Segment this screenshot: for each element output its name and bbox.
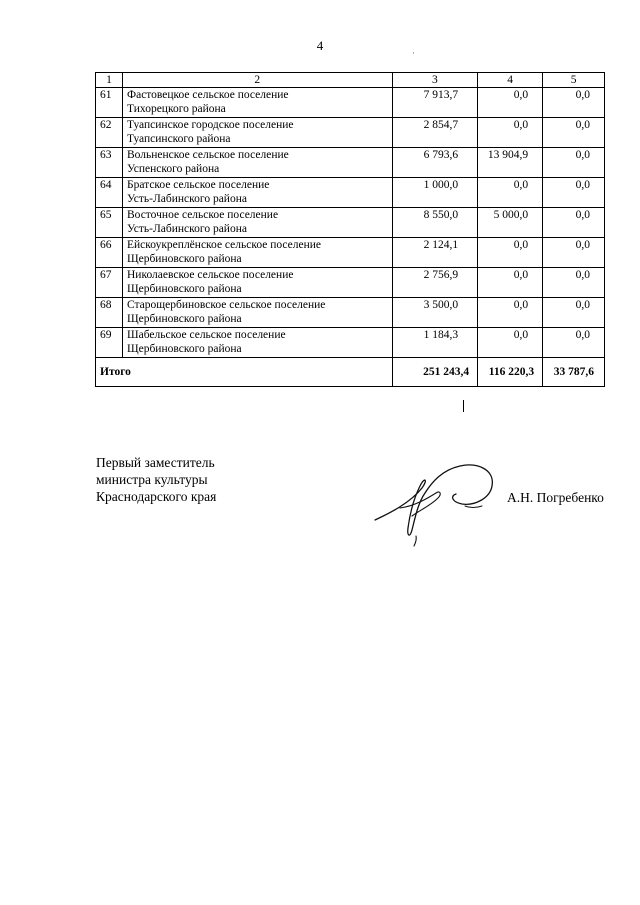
amount-col3: 6 793,6 [392,148,478,178]
signatory-title-line2: министра культуры [96,472,208,487]
settlement-district-line2: Усть-Лабинского района [127,223,247,235]
row-number: 68 [96,298,123,328]
settlement-name [123,88,393,118]
settlement-name [123,118,393,148]
amount-col5: 0,0 [543,298,605,328]
total-col4: 116 220,3 [478,358,543,387]
table-total-row [96,358,605,387]
amount-col5: 0,0 [543,118,605,148]
header-cell-4: 4 [478,73,543,88]
settlement-name-line1: Шабельское сельское поселение [127,329,286,341]
settlement-name [123,328,393,358]
total-label: Итого [96,358,393,387]
header-cell-1: 1 [96,73,123,88]
table-row [96,298,605,328]
amount-col5: 0,0 [543,208,605,238]
amount-col5: 0,0 [543,268,605,298]
settlement-district-line2: Щербиновского района [127,253,242,265]
amount-col3: 2 854,7 [392,118,478,148]
settlement-district-line2: Щербиновского района [127,313,242,325]
signatory-name: А.Н. Погребенко [507,490,604,505]
amount-col5: 0,0 [543,238,605,268]
row-number: 61 [96,88,123,118]
amount-col4: 0,0 [478,328,543,358]
amount-col4: 0,0 [478,268,543,298]
amount-col4: 13 904,9 [478,148,543,178]
settlement-name [123,238,393,268]
settlement-name [123,148,393,178]
settlement-name-line1: Николаевское сельское поселение [127,269,294,281]
amount-col3: 7 913,7 [392,88,478,118]
total-col5: 33 787,6 [543,358,605,387]
signatory-title-line1: Первый заместитель [96,455,215,470]
amount-col5: 0,0 [543,88,605,118]
settlement-name [123,208,393,238]
amount-col4: 0,0 [478,238,543,268]
settlement-district-line2: Туапсинского района [127,133,231,145]
amount-col3: 1 184,3 [392,328,478,358]
row-number: 67 [96,268,123,298]
settlement-district-line2: Щербиновского района [127,343,242,355]
handwritten-signature [370,458,505,548]
amount-col3: 3 500,0 [392,298,478,328]
header-cell-2: 2 [123,73,393,88]
settlement-name [123,298,393,328]
table-row [96,238,605,268]
row-number: 63 [96,148,123,178]
signatory-title-line3: Краснодарского края [96,489,217,504]
settlement-district-line2: Тихорецкого района [127,103,226,115]
total-col3: 251 243,4 [392,358,478,387]
settlement-name [123,178,393,208]
signatory-title [96,454,216,505]
amount-col4: 0,0 [478,88,543,118]
row-number: 66 [96,238,123,268]
table-row [96,208,605,238]
table-row [96,148,605,178]
header-cell-5: 5 [543,73,605,88]
settlement-district-line2: Щербиновского района [127,283,242,295]
settlement-name-line1: Ейскоукреплёнское сельское поселение [127,239,322,251]
appropriations-table [95,72,605,387]
settlement-district-line2: Усть-Лабинского района [127,193,247,205]
table-row [96,118,605,148]
table-row [96,88,605,118]
amount-col3: 2 756,9 [392,268,478,298]
page-mark: · [412,48,415,58]
table-header-row [96,73,605,88]
table-row [96,328,605,358]
amount-col3: 1 000,0 [392,178,478,208]
settlement-name-line1: Братское сельское поселение [127,179,270,191]
settlement-name-line1: Туапсинское городское поселение [127,119,294,131]
amount-col4: 5 000,0 [478,208,543,238]
settlement-name-line1: Старощербиновское сельское поселение [127,299,326,311]
row-number: 62 [96,118,123,148]
amount-col4: 0,0 [478,178,543,208]
row-number: 64 [96,178,123,208]
margin-tick-mark [463,400,464,412]
row-number: 69 [96,328,123,358]
header-cell-3: 3 [392,73,478,88]
amount-col4: 0,0 [478,118,543,148]
settlement-name [123,268,393,298]
settlement-name-line1: Восточное сельское поселение [127,209,279,221]
page-number: 4 [316,38,324,53]
amount-col4: 0,0 [478,298,543,328]
amount-col5: 0,0 [543,328,605,358]
settlement-name-line1: Вольненское сельское поселение [127,149,289,161]
amount-col5: 0,0 [543,178,605,208]
table-row [96,268,605,298]
amount-col3: 2 124,1 [392,238,478,268]
settlement-district-line2: Успенского района [127,163,220,175]
amount-col3: 8 550,0 [392,208,478,238]
amount-col5: 0,0 [543,148,605,178]
table-row [96,178,605,208]
settlement-name-line1: Фастовецкое сельское поселение [127,89,289,101]
row-number: 65 [96,208,123,238]
